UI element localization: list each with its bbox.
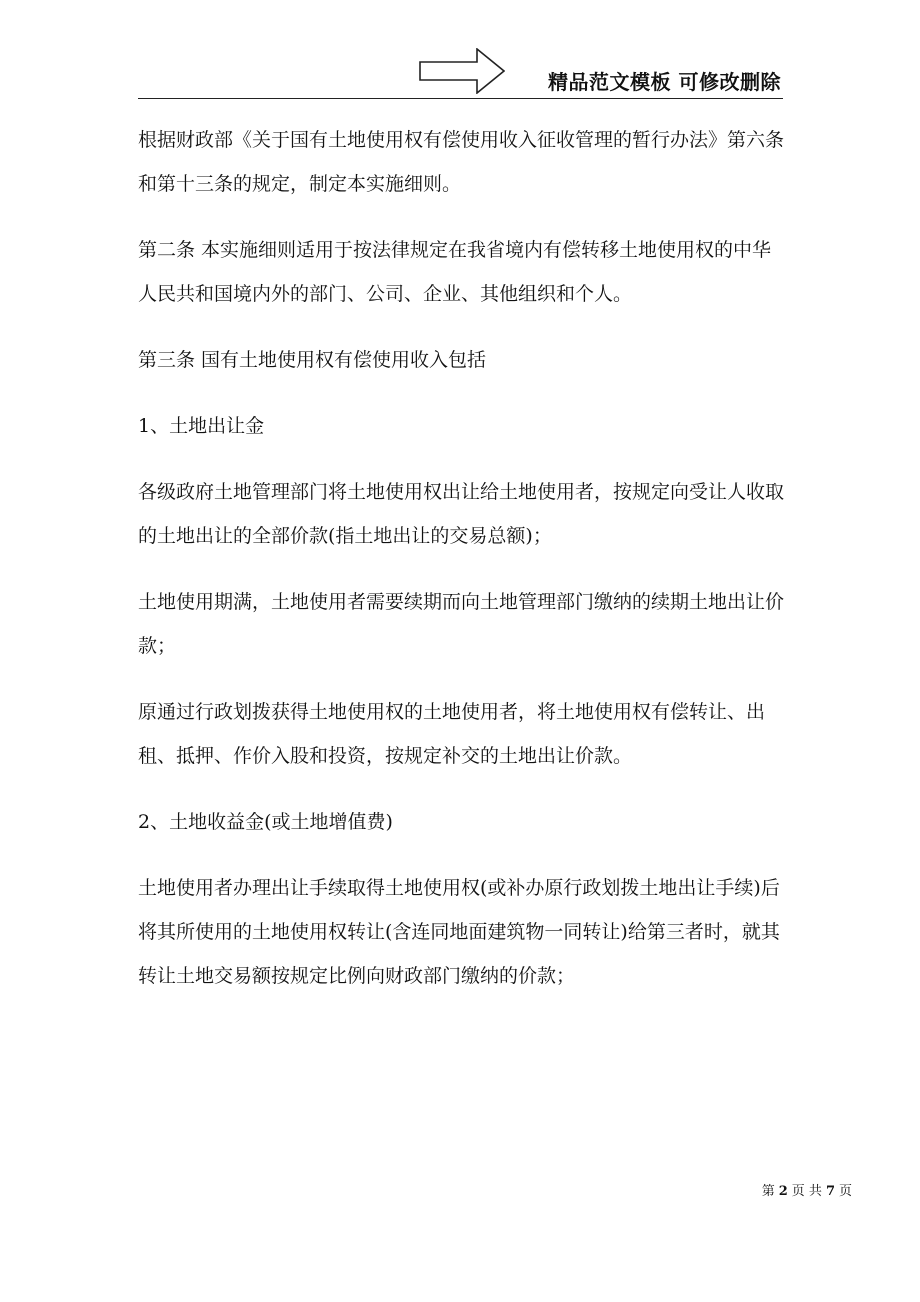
- paragraph-1c: 原通过行政划拨获得土地使用权的土地使用者，将土地使用权有偿转让、出租、抵押、作价入股和投资，按规定补交的土地出让价款。: [138, 701, 766, 767]
- paragraph-intro: 根据财政部《关于国有土地使用权有偿使用收入征收管理的暂行办法》第六条和第十三条的规定，制定本实施细则。: [138, 129, 785, 195]
- header-title: 精品范文模板 可修改删除: [548, 70, 781, 94]
- footer-middle: 页 共: [791, 1184, 822, 1199]
- current-page-number: 2: [778, 1184, 788, 1199]
- footer-prefix: 第: [761, 1184, 775, 1199]
- document-body: [138, 118, 788, 1020]
- paragraph-1a: 各级政府土地管理部门将土地使用权出让给土地使用者，按规定向受让人收取的土地出让的全部价款(指土地出让的交易总额)；: [138, 481, 785, 547]
- total-pages-number: 7: [825, 1184, 835, 1199]
- right-arrow-icon: [419, 48, 505, 94]
- page-number-footer: [760, 1180, 854, 1199]
- paragraph-article-3: 第三条 国有土地使用权有偿使用收入包括: [138, 349, 487, 371]
- paragraph-2a: 土地使用者办理出让手续取得土地使用权(或补办原行政划拨土地出让手续)后将其所使用的土地使用权转让(含连同地面建筑物一同转让)给第三者时，就其转让土地交易额按规定比例向财政部门缴纳的价款；: [138, 877, 780, 987]
- page-header: [138, 48, 783, 99]
- section-heading-2: 2、土地收益金(或土地增值费): [138, 811, 393, 833]
- footer-suffix: 页: [838, 1184, 852, 1199]
- paragraph-article-2: 第二条 本实施细则适用于按法律规定在我省境内有偿转移土地使用权的中华人民共和国境内外的部门、公司、企业、其他组织和个人。: [138, 239, 772, 305]
- paragraph-1b: 土地使用期满，土地使用者需要续期而向土地管理部门缴纳的续期土地出让价款；: [138, 591, 785, 657]
- section-heading-1: 1、土地出让金: [138, 415, 265, 437]
